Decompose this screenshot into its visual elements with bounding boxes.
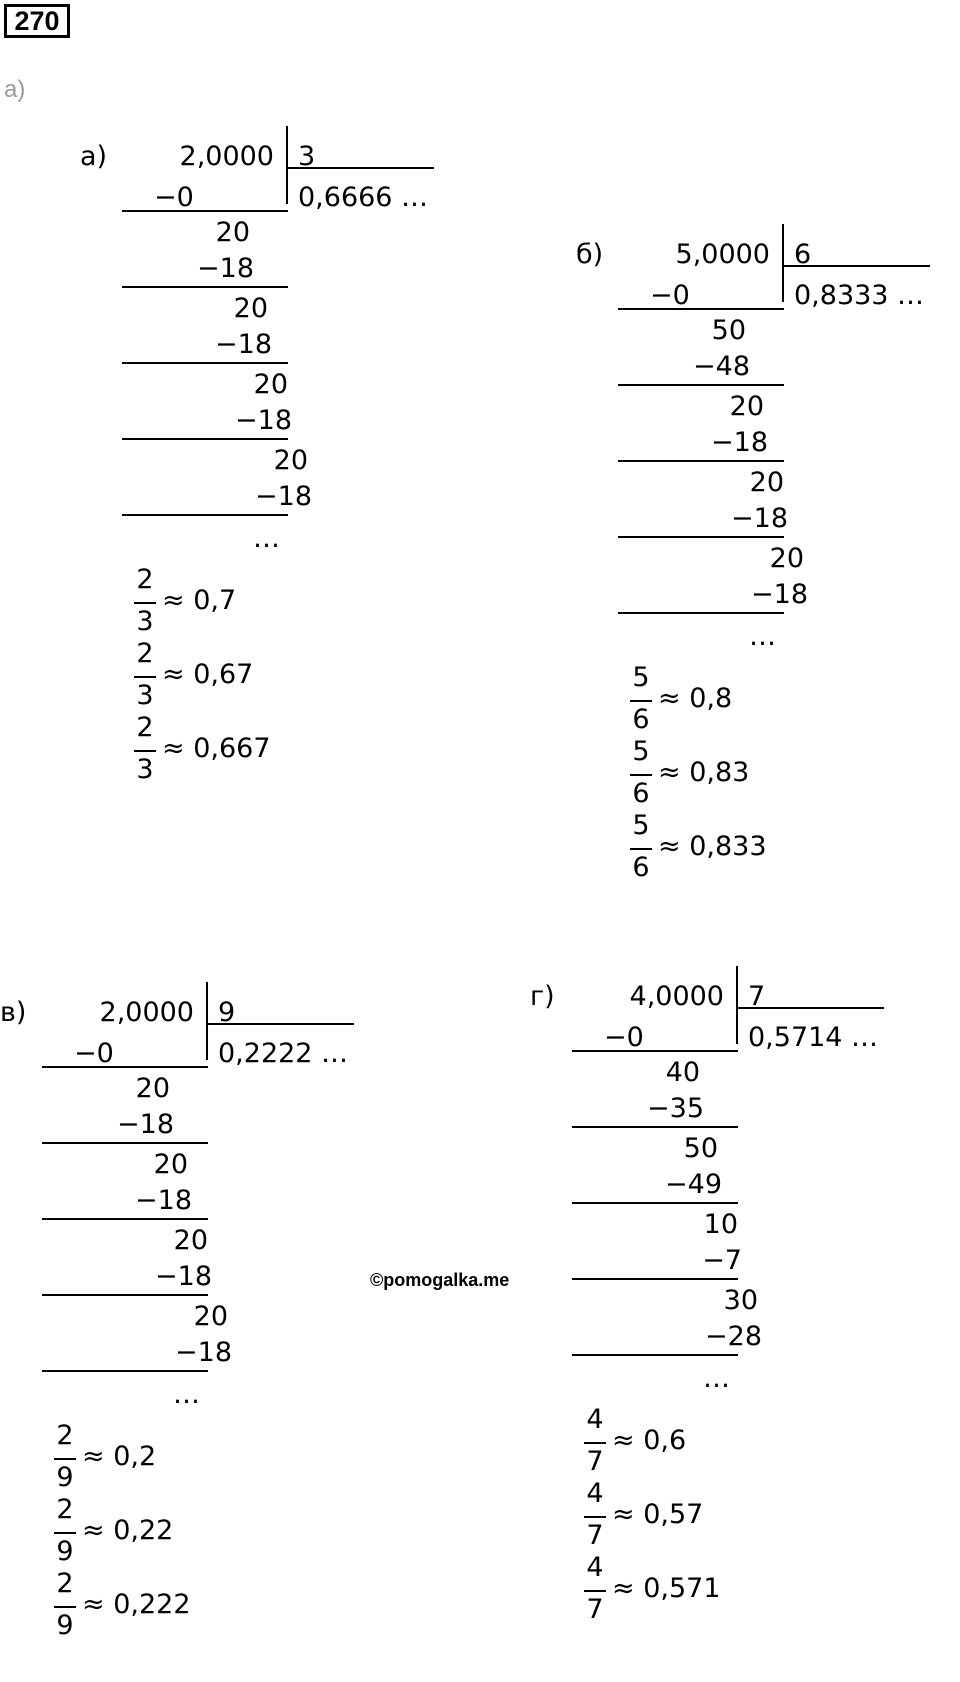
step-line [42, 1218, 208, 1220]
approx-value: ≈ 0,57 [612, 1499, 704, 1530]
step-line [618, 460, 784, 462]
approx-value: ≈ 0,22 [82, 1515, 174, 1546]
fraction-bar [584, 1516, 606, 1518]
fraction-numerator: 2 [56, 1494, 74, 1525]
step-line [618, 384, 784, 386]
fraction-bar [630, 700, 652, 702]
fraction [630, 810, 652, 888]
step-line [42, 1294, 208, 1296]
step-line [122, 514, 288, 516]
step-value: 20 [769, 543, 804, 574]
dividend: 2,0000 [99, 997, 194, 1028]
step-line [42, 1066, 208, 1068]
approx-value: ≈ 0,222 [82, 1589, 191, 1620]
step-line [618, 612, 784, 614]
approx-value: ≈ 0,83 [658, 757, 750, 788]
step-value: −18 [215, 329, 272, 360]
quotient: 0,2222 … [218, 1038, 349, 1069]
step-value: −18 [255, 481, 312, 512]
minus-zero: −0 [154, 182, 194, 213]
fraction [584, 1478, 606, 1556]
fraction-numerator: 2 [136, 712, 154, 743]
fraction-numerator: 2 [56, 1568, 74, 1599]
exercise-number: 270 [4, 4, 70, 38]
step-value: −7 [702, 1245, 742, 1276]
approximation [134, 712, 434, 790]
fraction [584, 1552, 606, 1630]
continuation-dots: … [749, 621, 776, 652]
step-value: 20 [253, 369, 288, 400]
step-line [572, 1354, 738, 1356]
problem-label: в) [0, 997, 27, 1028]
step-value: −18 [135, 1185, 192, 1216]
problem-label: а) [80, 141, 108, 172]
quotient-line [736, 1007, 884, 1009]
approximation [584, 1552, 884, 1630]
fraction-bar [54, 1458, 76, 1460]
fraction [54, 1420, 76, 1498]
quotient: 0,5714 … [748, 1022, 879, 1053]
approximation [134, 638, 434, 716]
step-line [122, 286, 288, 288]
step-line [42, 1142, 208, 1144]
approximation [134, 564, 434, 642]
quotient-line [206, 1023, 354, 1025]
fraction [134, 564, 156, 642]
step-value: 20 [273, 445, 308, 476]
step-value: 50 [711, 315, 746, 346]
approx-value: ≈ 0,8 [658, 683, 733, 714]
approximation [54, 1420, 354, 1498]
step-value: 20 [135, 1073, 170, 1104]
fraction-denominator: 6 [632, 778, 650, 809]
step-line [618, 308, 784, 310]
approx-value: ≈ 0,2 [82, 1441, 157, 1472]
fraction-bar [54, 1532, 76, 1534]
fraction-bar [54, 1606, 76, 1608]
approximation [584, 1404, 884, 1482]
division-bar [206, 982, 208, 1060]
step-value: 20 [173, 1225, 208, 1256]
fraction-bar [134, 750, 156, 752]
divisor: 3 [298, 141, 316, 172]
step-value: −18 [731, 503, 788, 534]
fraction-bar [630, 774, 652, 776]
fraction-numerator: 4 [586, 1552, 604, 1583]
step-line [572, 1278, 738, 1280]
step-value: 10 [703, 1209, 738, 1240]
fraction-numerator: 5 [632, 662, 650, 693]
continuation-dots: … [703, 1363, 730, 1394]
fraction-numerator: 4 [586, 1404, 604, 1435]
step-value: −28 [705, 1321, 762, 1352]
step-value: −18 [175, 1337, 232, 1368]
step-value: 20 [729, 391, 764, 422]
dividend: 4,0000 [629, 981, 724, 1012]
fraction [134, 712, 156, 790]
problem-label: б) [576, 239, 604, 270]
fraction-numerator: 5 [632, 810, 650, 841]
step-value: 30 [723, 1285, 758, 1316]
fraction-denominator: 3 [136, 606, 154, 637]
quotient-line [782, 265, 930, 267]
approximation [630, 810, 930, 888]
divisor: 9 [218, 997, 236, 1028]
approx-value: ≈ 0,571 [612, 1573, 721, 1604]
fraction-denominator: 7 [586, 1520, 604, 1551]
step-value: 20 [153, 1149, 188, 1180]
fraction-bar [134, 676, 156, 678]
continuation-dots: … [173, 1379, 200, 1410]
step-value: −18 [117, 1109, 174, 1140]
step-value: −35 [647, 1093, 704, 1124]
approximation [54, 1494, 354, 1572]
approximation [630, 662, 930, 740]
fraction [134, 638, 156, 716]
approx-value: ≈ 0,67 [162, 659, 254, 690]
step-value: −49 [665, 1169, 722, 1200]
step-value: −48 [693, 351, 750, 382]
minus-zero: −0 [650, 280, 690, 311]
approximation [630, 736, 930, 814]
divisor: 7 [748, 981, 766, 1012]
dividend: 5,0000 [675, 239, 770, 270]
division-bar [286, 126, 288, 204]
continuation-dots: … [253, 523, 280, 554]
fraction-denominator: 3 [136, 754, 154, 785]
approx-value: ≈ 0,833 [658, 831, 767, 862]
quotient: 0,8333 … [794, 280, 925, 311]
fraction [630, 736, 652, 814]
fraction-numerator: 2 [136, 638, 154, 669]
fraction [54, 1568, 76, 1646]
step-line [42, 1370, 208, 1372]
step-value: −18 [197, 253, 254, 284]
fraction [630, 662, 652, 740]
exercise-sub-label: а) [4, 76, 26, 103]
step-line [572, 1050, 738, 1052]
minus-zero: −0 [604, 1022, 644, 1053]
watermark: ©pomogalka.me [370, 1270, 510, 1290]
step-line [572, 1202, 738, 1204]
step-value: −18 [711, 427, 768, 458]
step-value: 20 [193, 1301, 228, 1332]
step-value: −18 [235, 405, 292, 436]
fraction-denominator: 7 [586, 1446, 604, 1477]
quotient-line [286, 167, 434, 169]
approximation [584, 1478, 884, 1556]
approximation [54, 1568, 354, 1646]
step-line [122, 210, 288, 212]
fraction [54, 1494, 76, 1572]
divisor: 6 [794, 239, 812, 270]
fraction-denominator: 9 [56, 1462, 74, 1493]
fraction-denominator: 9 [56, 1610, 74, 1641]
approx-value: ≈ 0,7 [162, 585, 237, 616]
fraction-numerator: 2 [56, 1420, 74, 1451]
step-line [122, 438, 288, 440]
fraction [584, 1404, 606, 1482]
problem-label: г) [530, 981, 555, 1012]
approx-value: ≈ 0,667 [162, 733, 271, 764]
step-value: −18 [155, 1261, 212, 1292]
division-bar [736, 966, 738, 1044]
step-value: 20 [233, 293, 268, 324]
fraction-denominator: 6 [632, 852, 650, 883]
step-value: 40 [665, 1057, 700, 1088]
fraction-bar [584, 1590, 606, 1592]
fraction-denominator: 3 [136, 680, 154, 711]
fraction-numerator: 2 [136, 564, 154, 595]
dividend: 2,0000 [179, 141, 274, 172]
fraction-bar [134, 602, 156, 604]
fraction-bar [630, 848, 652, 850]
step-line [122, 362, 288, 364]
fraction-bar [584, 1442, 606, 1444]
fraction-numerator: 4 [586, 1478, 604, 1509]
step-value: 50 [683, 1133, 718, 1164]
step-value: 20 [215, 217, 250, 248]
minus-zero: −0 [74, 1038, 114, 1069]
division-bar [782, 224, 784, 302]
step-line [572, 1126, 738, 1128]
quotient: 0,6666 … [298, 182, 429, 213]
fraction-numerator: 5 [632, 736, 650, 767]
fraction-denominator: 7 [586, 1594, 604, 1625]
fraction-denominator: 9 [56, 1536, 74, 1567]
step-value: 20 [749, 467, 784, 498]
step-line [618, 536, 784, 538]
approx-value: ≈ 0,6 [612, 1425, 687, 1456]
fraction-denominator: 6 [632, 704, 650, 735]
step-value: −18 [751, 579, 808, 610]
